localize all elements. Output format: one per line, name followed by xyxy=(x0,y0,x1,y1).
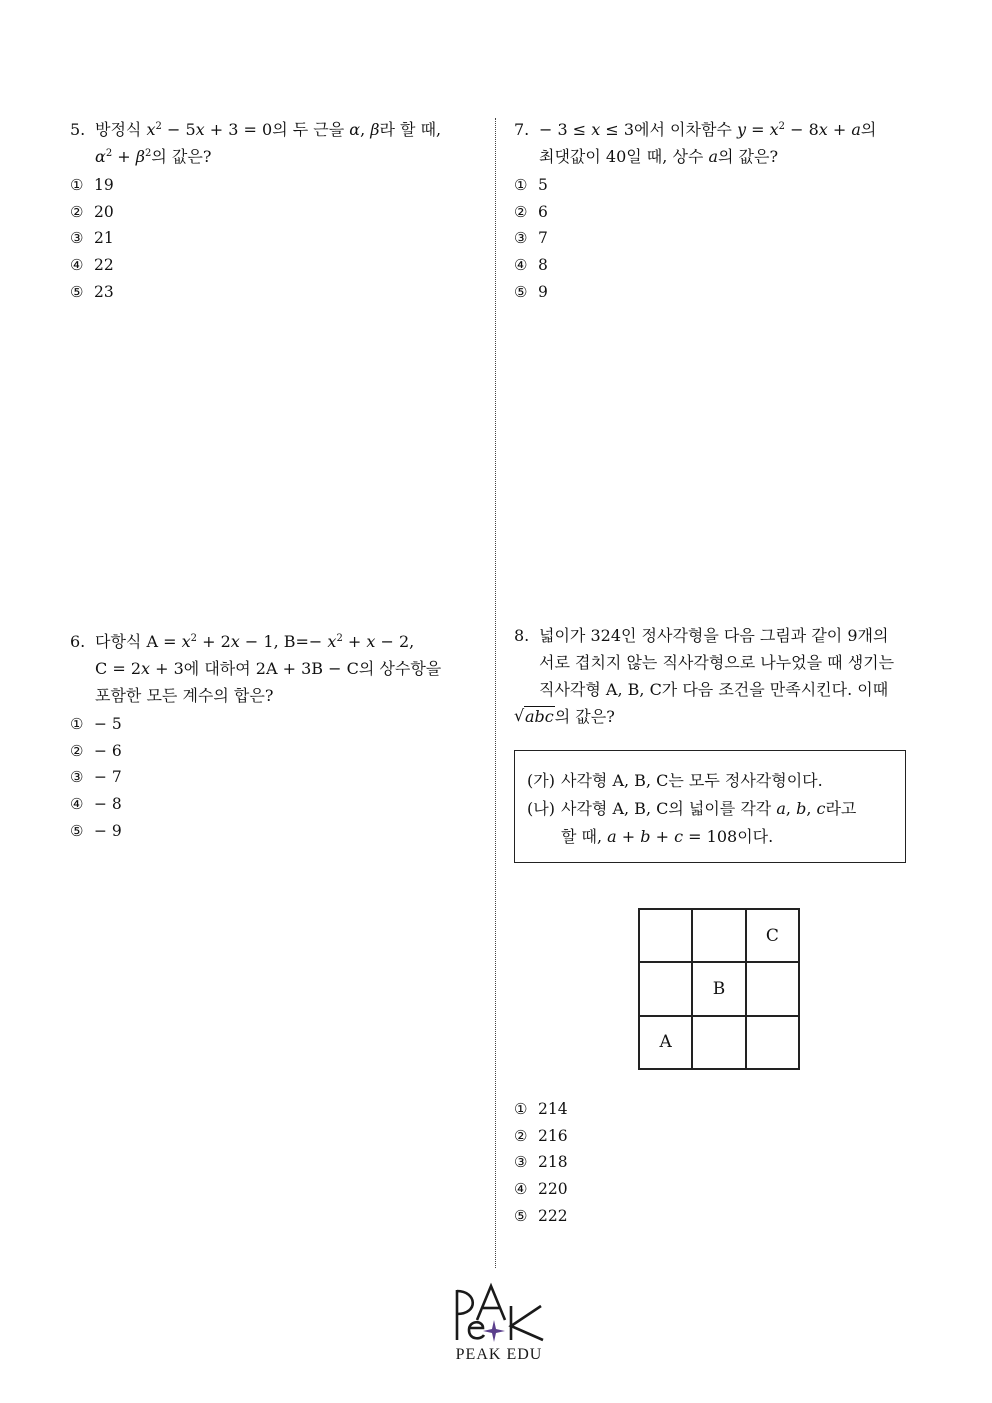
polynomial-a: $A = x^2 + 2x - 1$, xyxy=(146,632,284,651)
answer-choices xyxy=(70,172,470,305)
answer-choices xyxy=(514,1096,568,1229)
choice-1[interactable]: ① 19 xyxy=(70,176,114,194)
square-grid-figure xyxy=(638,908,800,1070)
question-8-choices-wrap xyxy=(514,1096,568,1229)
condition-na: (나) 사각형 A, B, C의 넓이를 각각 a, b, c라고 할 때, a + b + c = 108이다. xyxy=(527,799,857,846)
square-root-expression: √ abc xyxy=(514,706,554,726)
column-divider xyxy=(495,118,496,1268)
choice-3[interactable]: ③ 7 xyxy=(514,229,548,248)
grid-cell-b: B xyxy=(692,962,745,1015)
range: − 3 ≤ x ≤ 3 xyxy=(539,120,635,139)
choice-2[interactable]: ② 6 xyxy=(514,202,548,221)
grid-cell xyxy=(692,909,745,962)
choice-4[interactable]: ④ 8 xyxy=(514,256,548,275)
grid-cell xyxy=(746,962,799,1015)
choice-5[interactable]: ⑤ 9 xyxy=(514,282,548,301)
choice-2[interactable]: ② − 6 xyxy=(70,741,122,760)
choice-5[interactable]: ⑤ 222 xyxy=(514,1206,568,1225)
choice-1[interactable]: ① 5 xyxy=(514,176,548,194)
answer-choices xyxy=(70,711,470,844)
question-number: 6. xyxy=(70,632,86,651)
choice-3[interactable]: ③ − 7 xyxy=(70,768,122,787)
choice-4[interactable]: ④ − 8 xyxy=(70,795,122,814)
choice-2[interactable]: ② 216 xyxy=(514,1126,568,1145)
question-number: 7. xyxy=(514,120,530,139)
condition-ga: (가) 사각형 A, B, C는 모두 정사각형이다. xyxy=(527,771,823,790)
grid-cell xyxy=(746,1016,799,1069)
question-5 xyxy=(70,116,470,305)
equation: $x^2 - 5x + 3 = 0$ xyxy=(146,120,273,139)
polynomial-c: C = 2x + 3 xyxy=(95,659,184,678)
question-6 xyxy=(70,628,470,844)
question-5-stem: 5. 방정식 $x^2 - 5x + 3 = 0$의 두 근을 α, β라 할 때, $\alpha^2 + \beta^2$의 값은? xyxy=(70,116,470,170)
choice-1[interactable]: ① − 5 xyxy=(70,715,122,733)
answer-choices xyxy=(514,172,924,305)
condition-box xyxy=(514,750,906,863)
choice-5[interactable]: ⑤ − 9 xyxy=(70,821,122,840)
expression: $\alpha^2 + \beta^2$ xyxy=(95,147,152,166)
choice-1[interactable]: ① 214 xyxy=(514,1100,568,1118)
choice-3[interactable]: ③ 218 xyxy=(514,1153,568,1172)
choice-4[interactable]: ④ 220 xyxy=(514,1180,568,1199)
question-8-stem: 8. 넓이가 324인 정사각형을 다음 그림과 같이 9개의 서로 겹치지 않는 직사각형으로 나누었을 때 생기는 직사각형 A, B, C가 다음 조건을 만족시킨다. 이때 √ abc의 값은? xyxy=(514,622,924,730)
peak-edu-logo xyxy=(444,1282,554,1372)
grid-cell xyxy=(692,1016,745,1069)
question-number: 5. xyxy=(70,120,86,139)
polynomial-b: $B=- x^2 + x - 2$, xyxy=(283,632,415,651)
grid-cell-a: A xyxy=(639,1016,692,1069)
star-icon xyxy=(483,1320,505,1342)
grid-cell xyxy=(639,909,692,962)
question-7 xyxy=(514,116,924,305)
grid-cell-c: C xyxy=(746,909,799,962)
question-number: 8. xyxy=(514,626,530,645)
choice-4[interactable]: ④ 22 xyxy=(70,256,114,275)
choice-5[interactable]: ⑤ 23 xyxy=(70,282,114,301)
choice-3[interactable]: ③ 21 xyxy=(70,229,114,248)
peak-logo-mark xyxy=(447,1282,551,1344)
choice-2[interactable]: ② 20 xyxy=(70,202,114,221)
quadratic-function: $y = x^2 - 8x + a$ xyxy=(736,120,861,139)
question-8 xyxy=(514,622,924,732)
expression: 2A + 3B − C xyxy=(255,659,359,678)
question-6-stem: 6. 다항식 $A = x^2 + 2x - 1$, $B=- x^2 + x - 2$, C = 2x + 3에 대하여 2A + 3B − C의 상수항을 포함한 모든 계수의 합은? xyxy=(70,628,470,709)
logo-text: PEAK EDU xyxy=(455,1346,543,1363)
grid-cell xyxy=(639,962,692,1015)
question-7-stem: 7. − 3 ≤ x ≤ 3에서 이차함수 $y = x^2 - 8x + a$의 최댓값이 40일 때, 상수 a의 값은? xyxy=(514,116,924,170)
